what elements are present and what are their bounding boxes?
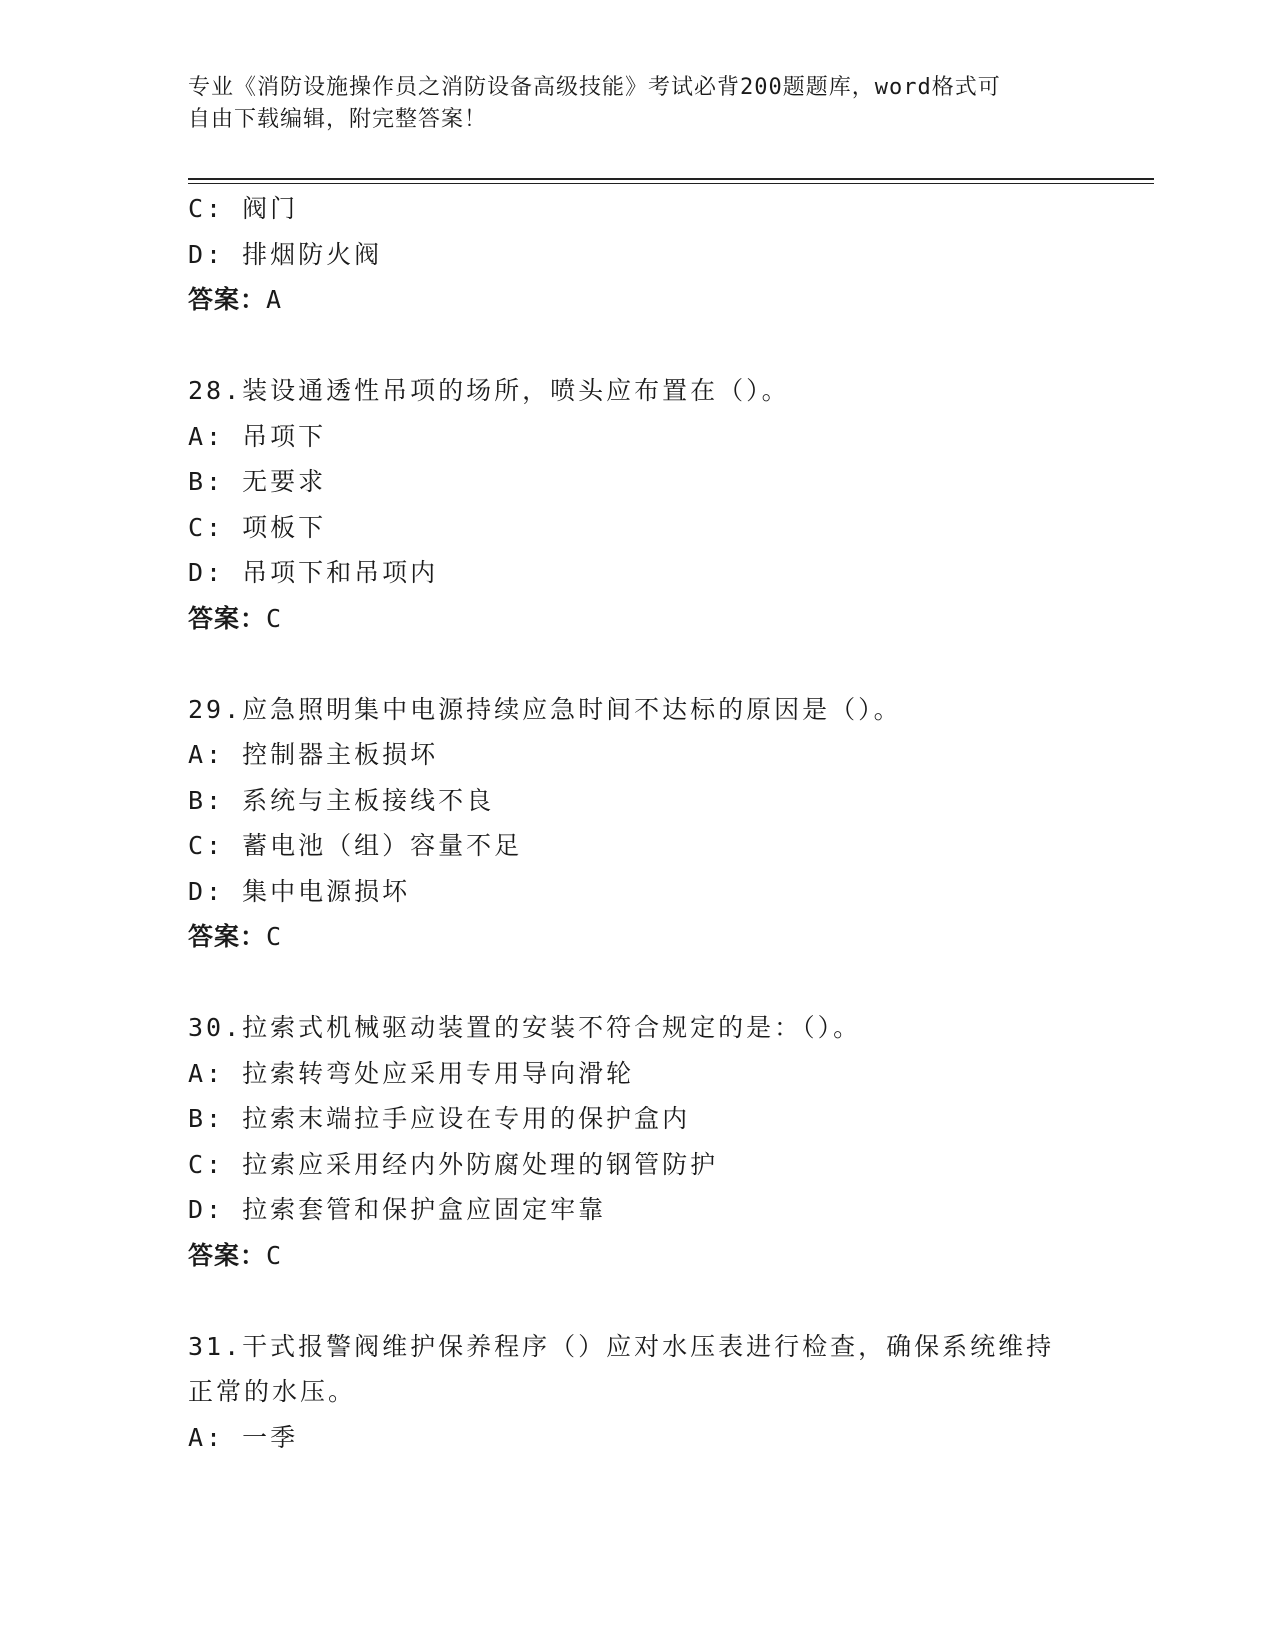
option-b: B: 无要求	[188, 467, 327, 496]
option-d: D: 拉索套管和保护盒应固定牢靠	[188, 1195, 607, 1224]
answer-label: 答案：	[188, 603, 267, 633]
question-31	[188, 1324, 1088, 1461]
spacer	[188, 960, 1088, 1006]
spacer	[188, 323, 1088, 369]
answer-line	[188, 596, 1088, 642]
answer-label: 答案：	[188, 285, 267, 314]
answer-value: C	[266, 1240, 283, 1270]
option-d: D: 排烟防火阀	[188, 239, 383, 269]
answer-label: 答案：	[188, 922, 267, 951]
option-a: A: 拉索转弯处应采用专用导向滑轮	[188, 1058, 635, 1088]
option-a: A: 一季	[188, 1422, 299, 1452]
question-27-tail	[188, 186, 1088, 323]
option-b: B: 拉索末端拉手应设在专用的保护盒内	[188, 1104, 691, 1133]
header-line-2: 自由下载编辑，附完整答案！	[188, 107, 488, 132]
answer-value: C	[266, 603, 283, 633]
answer-label: 答案：	[188, 1240, 267, 1270]
question-28	[188, 368, 1088, 641]
question-text: 30.拉索式机械驱动装置的安装不符合规定的是：（）。	[188, 1013, 862, 1042]
answer-line	[188, 914, 1088, 960]
question-text: 28.装设通透性吊项的场所，喷头应布置在（）。	[188, 376, 790, 405]
question-list	[188, 186, 1088, 1460]
question-text: 29.应急照明集中电源持续应急时间不达标的原因是（）。	[188, 694, 902, 724]
option-d: D: 集中电源损坏	[188, 876, 411, 906]
option-c: C: 阀门	[188, 194, 299, 223]
option-a: A: 控制器主板损坏	[188, 740, 439, 769]
question-text-line-1: 31.干式报警阀维护保养程序（）应对水压表进行检查，确保系统维持	[188, 1331, 1055, 1361]
answer-line	[188, 277, 1088, 323]
option-c: C: 项板下	[188, 512, 327, 542]
option-a: A: 吊项下	[188, 421, 327, 451]
option-c: C: 拉索应采用经内外防腐处理的钢管防护	[188, 1149, 719, 1179]
header-divider-thin	[188, 183, 1154, 184]
option-d: D: 吊项下和吊项内	[188, 558, 439, 587]
option-c: C: 蓄电池（组）容量不足	[188, 831, 523, 860]
option-b: B: 系统与主板接线不良	[188, 785, 495, 815]
header-line-1: 专业《消防设施操作员之消防设备高级技能》考试必背200题题库，word格式可	[188, 75, 1001, 100]
question-text-line-2: 正常的水压。	[188, 1377, 357, 1406]
answer-line	[188, 1233, 1088, 1279]
document-header	[188, 72, 1068, 136]
question-29	[188, 687, 1088, 960]
header-divider-thick	[188, 178, 1154, 180]
spacer	[188, 641, 1088, 687]
answer-value: C	[266, 922, 283, 951]
answer-value: A	[266, 285, 283, 314]
question-30	[188, 1005, 1088, 1278]
spacer	[188, 1278, 1088, 1324]
